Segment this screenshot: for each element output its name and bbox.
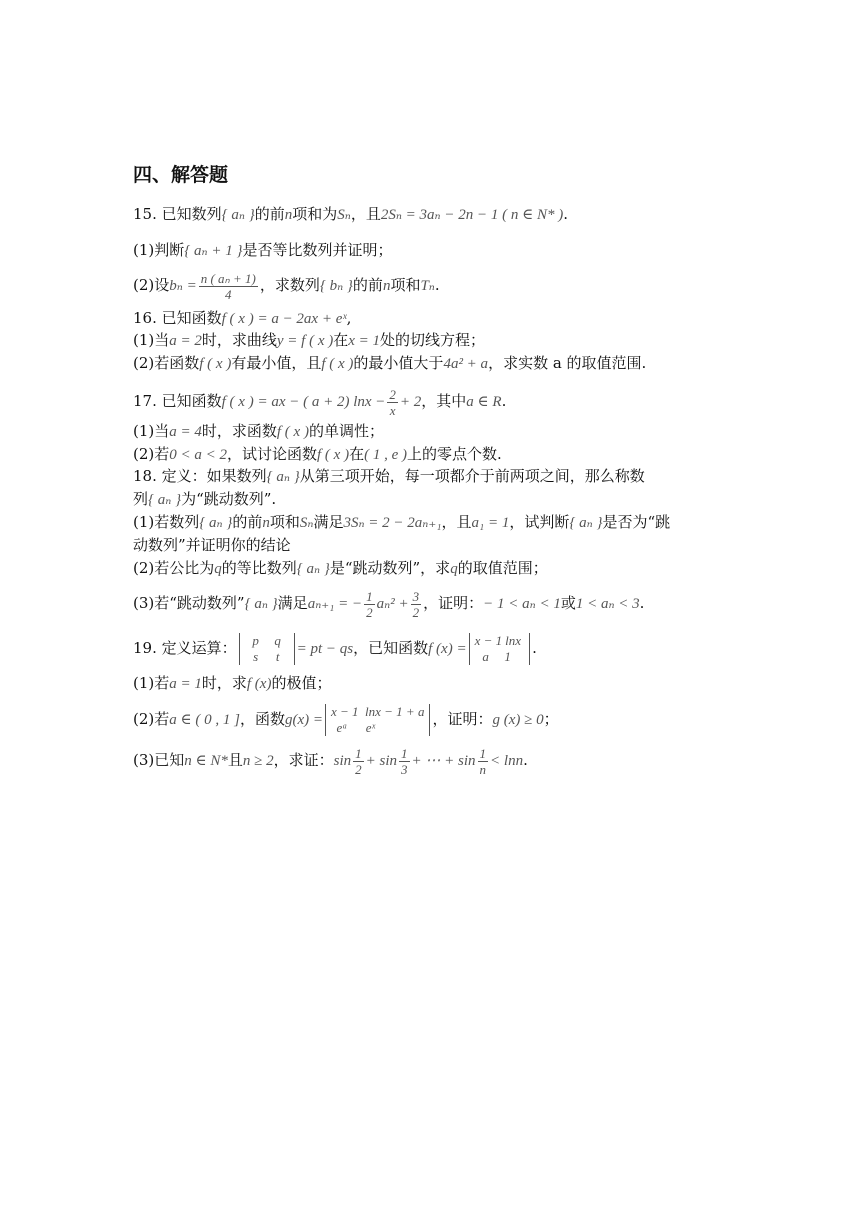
q16-math: f ( x ) [199,356,232,372]
q19-stem [133,630,537,667]
q17-math: a = 4 [169,424,202,440]
q16-stem [133,308,351,329]
q19-math: = pt − qs [296,641,354,657]
q16-text: 16. 已知函数 [133,309,222,327]
fraction-denominator: 2 [412,604,420,620]
q19-text: ，求证： [273,751,334,769]
q16-text: 处的切线方程； [380,331,486,349]
q19-determinant-g [325,704,430,736]
q18-math: { aₙ } [148,492,182,508]
det-cell: eᵃ [336,720,348,735]
q15-text: 的前 [352,276,383,294]
section-heading: 四、解答题 [133,164,229,186]
q19-math: n ∈ N* [184,753,228,769]
q15-stem [133,204,568,225]
q18-math: a₁ = 1 [471,515,510,531]
fraction-numerator: 1 [479,745,487,761]
q18-text: 列 [133,490,149,508]
q19-text: 的极值； [271,674,332,692]
q15-condition: 2Sₙ = 3aₙ − 2n − 1 ( n ∈ N* ) [380,207,564,223]
q15-math: n [382,278,391,294]
q15-fraction [199,271,258,302]
det-cell: lnx [505,633,522,648]
q15-text: 项和 [390,276,421,294]
q17-math: ( 1 , e ) [364,447,408,463]
q18-math: aₙ₊₁ = − [307,596,363,612]
q15-part2 [133,270,440,302]
q17-fraction [387,387,398,418]
q15-math: { bₙ } [319,278,353,294]
q15-part1 [133,240,392,261]
q16-text: (2)若函数 [133,354,200,372]
q19-math: a = 1 [169,676,202,692]
fraction-denominator: 4 [225,286,232,302]
q16-math: y = f ( x ) [276,333,334,349]
q16-math: f ( x ) [321,356,354,372]
q17-text: 时，求函数 [201,422,277,440]
q19-determinant-f [469,633,531,665]
q16-part2 [133,353,646,374]
det-cell: s [253,649,259,664]
q15-seq: { aₙ } [221,207,255,223]
q19-math: f (x) [246,676,272,692]
q19-text: (1)若 [133,674,170,692]
q17-math: a ∈ R [466,394,502,410]
q18-part3 [133,588,644,620]
q17-text: (1)当 [133,422,170,440]
q16-function: f ( x ) = a − 2ax + eˣ [221,311,347,327]
q16-text: 有最小值，且 [231,354,322,372]
q18-text: 是“跳动数列”，求 [329,559,451,577]
q15-math: Tₙ [420,278,435,294]
q19-math: f (x) = [428,641,467,657]
q19-fraction-2 [399,746,410,777]
q19-math: g (x) ≥ 0 [492,712,544,728]
q18-math: q [450,561,458,577]
q17-function: f ( x ) = ax − ( a + 2) lnx − [221,394,386,410]
fraction-numerator: n ( aₙ + 1) [200,270,256,286]
q17-text: (2)若 [133,445,170,463]
q17-text: 的单调性； [308,422,384,440]
q18-math: q [214,561,222,577]
q18-text: 满足 [313,513,344,531]
q18-fraction-2 [411,589,422,620]
q16-text: , [346,309,352,327]
q15-math: Sₙ [337,207,351,223]
q19-math: g(x) = [284,712,323,728]
q19-text: ，函数 [239,710,285,728]
q18-text: 动数列”并证明你的结论 [133,536,291,554]
q16-text: 的最小值大于 [353,354,444,372]
q17-text: ，其中 [421,392,467,410]
q15-text: (2)设 [133,276,170,294]
q18-math: { aₙ } [244,596,278,612]
q18-math: 3Sₙ = 2 − 2aₙ₊₁ [343,515,442,531]
q18-fraction-1 [364,589,375,620]
det-cell: x − 1 [474,633,503,648]
q17-text: . [501,392,507,410]
q16-text: (1)当 [133,331,170,349]
q18-math: { aₙ } [266,469,300,485]
q16-math: x = 1 [348,333,381,349]
q18-text: 为“跳动数列”. [181,490,277,508]
det-cell: t [275,649,280,664]
q19-part3 [133,744,528,777]
q18-part1 [133,512,670,533]
q18-text: 的取值范围； [457,559,548,577]
q15-math: bₙ = [169,278,197,294]
q15-text: ，求数列 [259,276,320,294]
fraction-numerator: 1 [401,745,408,761]
fraction-denominator: 2 [355,761,362,777]
q19-math: a ∈ ( 0 , 1 ] [169,712,240,728]
q19-text: 时，求 [201,674,247,692]
q18-math: n [262,515,270,531]
q18-math: − 1 < aₙ < 1 [483,596,561,612]
q18-text: ，试判断 [509,513,570,531]
q18-math: aₙ² + [376,596,409,612]
q18-part2 [133,558,548,579]
fraction-numerator: 1 [355,745,362,761]
q17-stem [133,386,506,418]
fraction-numerator: 3 [412,588,420,604]
q18-text: ，证明： [423,594,484,612]
q17-text: 在 [349,445,365,463]
q18-math: { aₙ } [296,561,330,577]
q19-text: . [532,639,537,657]
q18-text: 是否为“跳 [602,513,671,531]
q18-stem-line2 [133,489,276,510]
q19-fraction-1 [353,746,364,777]
q19-text: (3)已知 [133,751,185,769]
q18-math: { aₙ } [569,515,603,531]
q19-math: + sin [365,753,398,769]
q15-text: (1)判断 [133,241,185,259]
fraction-denominator: n [479,761,487,777]
fraction-denominator: 2 [366,604,373,620]
det-cell: p [252,633,259,648]
q19-text: ； [543,710,559,728]
q17-math: 0 < a < 2 [169,447,227,463]
q18-text: ，且 [441,513,472,531]
q19-part1 [133,673,331,694]
fraction-numerator: 2 [389,386,396,402]
q15-text: . [434,276,440,294]
q18-text: 的等比数列 [221,559,297,577]
fraction-numerator: 1 [366,588,373,604]
fraction-denominator: 3 [401,761,408,777]
q18-text: (2)若公比为 [133,559,215,577]
q19-text: 且 [227,751,243,769]
q17-text: ，试讨论函数 [227,445,318,463]
q18-text: 的前 [232,513,263,531]
q19-text: ，证明： [432,710,493,728]
q16-math: 4a² + a [443,356,489,372]
q16-text: ，求实数 a 的取值范围. [488,354,647,372]
q18-math: Sₙ [299,515,314,531]
q17-text: 17. 已知函数 [133,392,222,410]
q19-part2 [133,700,559,739]
q18-text: . [639,594,645,612]
det-cell: eˣ [365,720,376,735]
q19-math: < lnn [490,753,524,769]
q17-part1 [133,421,384,442]
q19-text: ，已知函数 [353,639,429,657]
fraction-denominator: x [389,402,396,418]
q18-text: 项和 [269,513,300,531]
q18-text: 从第三项开始，每一项都介于前两项之间，那么称数 [299,467,645,485]
q15-text: 的前 [254,205,285,223]
q19-math: sin [333,753,352,769]
q18-text: 或 [560,594,576,612]
q18-math: { aₙ } [199,515,233,531]
q18-math: 1 < aₙ < 3 [575,596,640,612]
q15-text: 是否等比数列并证明； [242,241,393,259]
det-cell: x − 1 [330,704,359,719]
q17-part2 [133,444,502,465]
q18-text: (3)若“跳动数列” [133,594,245,612]
q19-determinant-definition [239,633,295,665]
q18-stem-line1 [133,466,645,487]
q19-fraction-3 [478,746,489,777]
q16-text: 时，求曲线 [201,331,277,349]
q17-function: + 2 [399,394,422,410]
q19-math: n ≥ 2 [242,753,274,769]
q17-math: f ( x ) [276,424,309,440]
q15-text: 15. 已知数列 [133,205,222,223]
q15-text: ，且 [350,205,381,223]
q19-text: (2)若 [133,710,170,728]
q15-text: . [563,205,568,223]
q15-math: { aₙ + 1 } [184,243,243,259]
q19-text: 19. 定义运算： [133,639,237,657]
q16-part1 [133,330,485,351]
q16-math: a = 2 [169,333,202,349]
q18-part1-line2 [133,535,291,555]
q16-text: 在 [333,331,349,349]
det-cell: 1 [504,649,511,664]
q19-math: + ⋯ + sin [411,753,476,769]
q18-text: 18. 定义：如果数列 [133,467,267,485]
q18-text: 满足 [277,594,308,612]
q17-text: 上的零点个数. [407,445,502,463]
q15-math: n [284,207,293,223]
q17-math: f ( x ) [317,447,350,463]
q18-text: (1)若数列 [133,513,200,531]
det-cell: q [274,633,281,648]
det-cell: lnx − 1 + a [365,704,425,719]
q15-text: 项和为 [292,205,338,223]
q19-text: . [523,751,528,769]
det-cell: a [482,649,489,664]
